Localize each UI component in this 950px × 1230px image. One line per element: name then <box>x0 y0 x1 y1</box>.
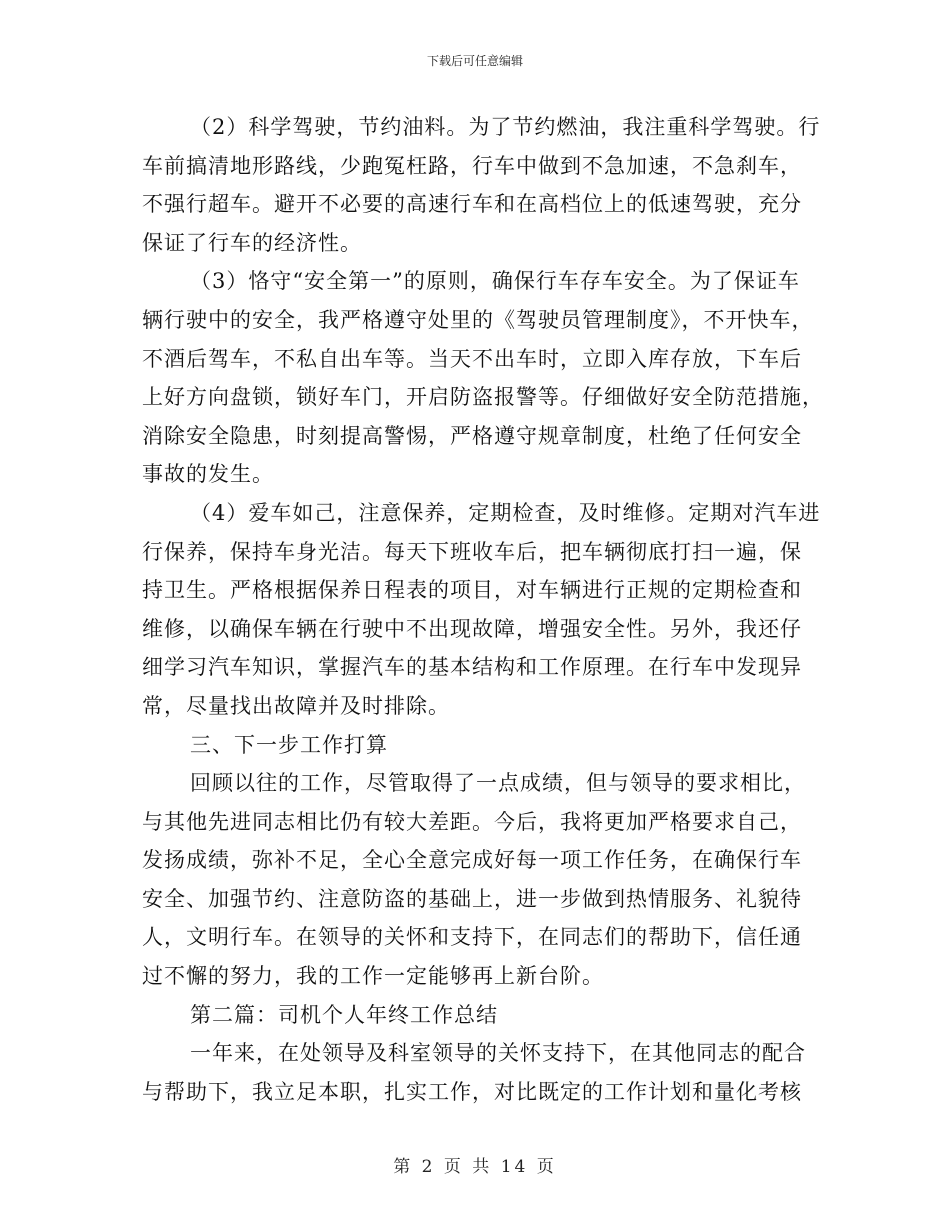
paragraph-line: 保证了行车的经济性。 <box>142 230 362 255</box>
paragraph-line: 不强行超车。避开不必要的高速行车和在高档位上的低速驾驶，充分 <box>142 192 802 217</box>
article-heading: 第二篇：司机个人年终工作总结 <box>190 1002 498 1027</box>
paragraph-line: 发扬成绩，弥补不足，全心全意完成好每一项工作任务，在确保行车 <box>142 848 802 873</box>
paragraph-line: 辆行驶中的安全，我严格遵守处里的《驾驶员管理制度》，不开快车， <box>142 307 814 332</box>
paragraph-line: 车前搞清地形路线，少跑冤枉路，行车中做到不急加速，不急刹车， <box>142 153 802 178</box>
paragraph-line: 不酒后驾车，不私自出车等。当天不出车时，立即入库存放，下车后 <box>142 346 802 371</box>
document-body <box>142 108 824 1111</box>
page-header-note: 下载后可任意编辑 <box>426 54 523 68</box>
paragraph-line: 与帮助下，我立足本职，扎实工作，对比既定的工作计划和量化考核 <box>142 1079 802 1104</box>
paragraph-line: 持卫生。严格根据保养日程表的项目，对车辆进行正规的定期检查和 <box>142 578 802 603</box>
paragraph-line: （4）爱车如己，注意保养，定期检查，及时维修。定期对汽车进 <box>190 500 821 525</box>
paragraph-line: 一年来，在处领导及科室领导的关怀支持下，在其他同志的配合 <box>190 1041 806 1066</box>
page-number: 第 2 页 共 14 页 <box>393 1157 557 1177</box>
paragraph-line: （2）科学驾驶，节约油料。为了节约燃油，我注重科学驾驶。行 <box>190 115 821 139</box>
paragraph-line: 过不懈的努力，我的工作一定能够再上新台阶。 <box>142 964 604 989</box>
paragraph-line: 上好方向盘锁，锁好车门，开启防盗报警等。仔细做好安全防范措施， <box>142 385 824 410</box>
paragraph-line: 人，文明行车。在领导的关怀和支持下，在同志们的帮助下，信任通 <box>142 925 802 950</box>
paragraph-line: 行保养，保持车身光洁。每天下班收车后，把车辆彻底打扫一遍，保 <box>142 539 802 564</box>
paragraph-line: 维修，以确保车辆在行驶中不出现故障，增强安全性。另外，我还仔 <box>142 616 802 641</box>
paragraph-line: （3）恪守“安全第一”的原则，确保行车存车安全。为了保证车 <box>190 269 800 294</box>
paragraph-line: 安全、加强节约、注意防盗的基础上，进一步做到热情服务、礼貌待 <box>142 886 802 911</box>
paragraph-line: 常，尽量找出故障并及时排除。 <box>142 693 450 718</box>
paragraph-line: 事故的发生。 <box>142 462 274 487</box>
section-heading: 三、下一步工作打算 <box>190 732 388 757</box>
paragraph-line: 与其他先进同志相比仍有较大差距。今后，我将更加严格要求自己， <box>142 809 802 834</box>
paragraph-line: 消除安全隐患，时刻提高警惕，严格遵守规章制度，杜绝了任何安全 <box>142 423 802 448</box>
paragraph-line: 细学习汽车知识，掌握汽车的基本结构和工作原理。在行车中发现异 <box>142 655 802 680</box>
paragraph-line: 回顾以往的工作，尽管取得了一点成绩，但与领导的要求相比， <box>190 771 806 796</box>
